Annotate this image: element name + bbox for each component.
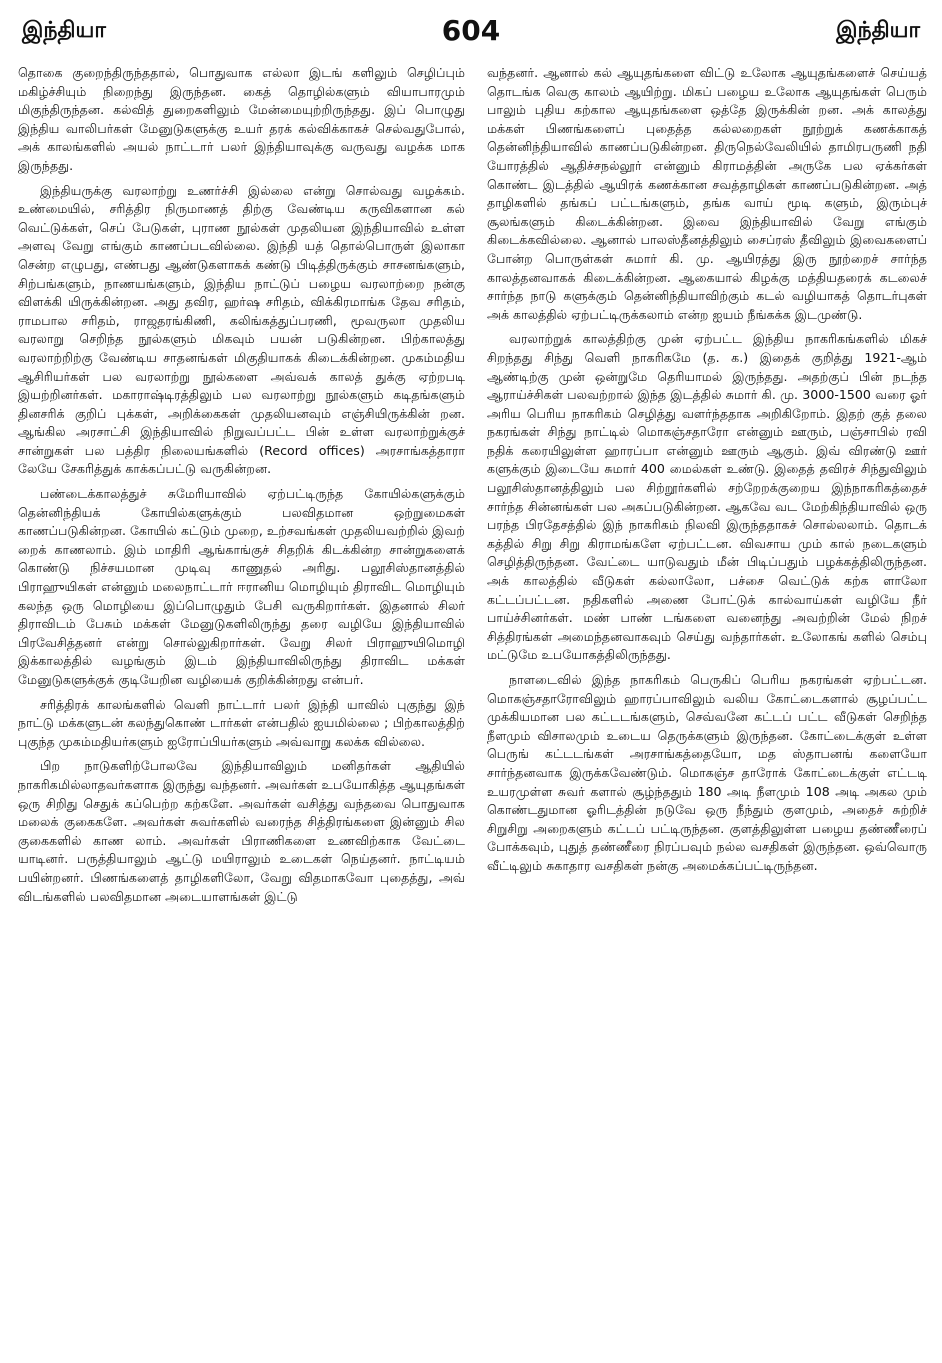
paragraph: பிற நாடுகளிற்போலவே இந்தியாவிலும் மனிதர்கள் ஆதியில் நாகரிகமில்லாதவர்களாக இருந்து வந்தனர். அவர்கள் உபயோகித்த ஆயுதங்கள் ஒரு சிறிது செதுக் கப்பெற்ற கற்களே. அவர்கள் வசித்து வந்தவை பொதுவாக மலைக் குகைகளே. அவர்கள் சுவர்களில் வரைந்த சித்திரங்களை இன்னும் சில குகைகளில் காண லாம். அவர்கள் பிராணிகளை உணவிற்காக வேட்டை யாடினர். பருத்தியாலும் ஆட்டு மயிராலும் உடைகள் நெய்தனர். நாட்டியம் பயின்றனர். பிணங்களைத் தாழிகளிலோ, வேறு விதமாகவோ புதைத்து, அவ் விடங்களில் பலவிதமான அடையாளங்கள் இட்டு — [18, 758, 465, 904]
paragraph: சரித்திரக் காலங்களில் வெளி நாட்டார் பலர் இந்தி யாவில் புகுந்து இந் நாட்டு மக்களுடன் கலந்துகொண் டார்கள் என்பதில் ஐயமில்லை ; பிற்காலத்திற் புகுந்த முகம்மதியர்களும் ஐரோப்பியர்களும் அவ்வாறு கலக்க வில்லை. — [18, 696, 465, 749]
right-column — [487, 64, 927, 1354]
page-header — [22, 14, 920, 50]
paragraph: தொகை குறைந்திருந்ததால், பொதுவாக எல்லா இடங் களிலும் செழிப்பும் மகிழ்ச்சியும் நிறைந்து இருந்தன. கைத் தொழில்களும் வியாபாரமும் மிகுந்திருந்தன. கல்வித் துறைகளிலும் மேன்மையுற்றிருந்தது. இப் பொழுது இந்திய வாலிபர்கள் மேனுடுகளுக்கு உயர் தரக் கல்விக்காகச் செல்வதுபோல், அக் காலங்களில் அயல் நாட்டார் பலர் இந்தியாவுக்கு வருவது வழக்க மாக இருந்தது. — [18, 65, 465, 173]
paragraph: வந்தனர். ஆனால் கல் ஆயுதங்களை விட்டு உலோக ஆயுதங்களைச் செய்யத் தொடங்க வெகு காலம் ஆயிற்று. மிகப் பழைய உலோக ஆயுதங்கள் பெரும் பாலும் புதிய கற்கால ஆயுதங்களை ஒத்தே இருக்கின் றன. அக் காலத்து மக்கள் பிணங்களைப் புதைத்த கல்லறைகள் நூற்றுக் கணக்காகத் தென்னிந்தியாவில் காணப்படுகின்றன. திருநெல்வேலியில் தாமிரபருணி நதி யோரத்தில் ஆதிச்சநல்லூர் என்னும் கிராமத்தின் அருகே பல ஏக்கர்கள் கொண்ட இடத்தில் ஆயிரக் கணக்கான சவத்தாழிகள் காணப்படுகின்றன. அத் தாழிகளில் தங்கப் பட்டங்களும், தங்க வாய் மூடி களும், இரும்புச் சூலங்களும் கிடைக்கின்றன. இவை இந்தியாவில் வேறு எங்கும் கிடைக்கவில்லை. ஆனால் பாலஸ்தீனத்திலும் சைப்ரஸ் தீவிலும் இவைகளைப் போன்ற பொருள்கள் சுமார் கி. மு. ஆயிரத்து இரு நூற்றைச் சார்ந்த காலத்தனவாகக் கிடைக்கின்றன. ஆகையால் கிழக்கு மத்தியதரைக் கடலைச் சார்ந்த நாடு களுக்கும் தென்னிந்தியாவிற்கும் கடல் வழியாகத் தொடர்புகள் அக் காலத்தில் ஏற்பட்டிருக்கலாம் என்ற ஐயம் நீங்கக்க இடமுண்டு. — [487, 65, 927, 322]
paragraph: வரலாற்றுக் காலத்திற்கு முன் ஏற்பட்ட இந்திய நாகரிகங்களில் மிகச் சிறந்தது சிந்து வெளி நாகரிகமே (த. க.) இதைக் குறித்து 1921-ஆம் ஆண்டிற்கு முன் ஒன்றுமே தெரியாமல் இருந்தது. அதற்குப் பின் நடந்த ஆராய்ச்சிகள் பலவற்றால் இந்த இடத்தில் சுமார் கி. மு. 3000-1500 வரை ஓர் அரிய பெரிய நாகரிகம் செழித்து வளர்ந்ததாக அறிகிறோம். இதற் குத் தலை நகரங்கள் சிந்து நாட்டில் மொகஞ்சதாரோ என்னும் ஊரும், பஞ்சாபில் ரவி நதிக் கரையிலுள்ள ஹாரப்பா என்னும் ஊரும் ஆகும். இவ் விரண்டு ஊர் களுக்கும் இடையே சுமார் 400 மைல்கள் உண்டு. இதைத் தவிரச் சிந்துவிலும் பலூசிஸ்தானத்திலும் பல சிற்றூர்களில் சற்றேறக்குறைய இந்நாகரிகத்தைச் சார்ந்த சின்னங்கள் பல அகப்படுகின்றன. ஆகவே வட மேற்கிந்தியாவில் ஒரு பரந்த பிரதேசத்தில் இந் நாகரிகம் நிலவி இருந்ததாகச் சொல்லலாம். தொடக் கத்தில் சிறு சிறு கிராமங்களே ஏற்பட்டன. விவசாய மும் கால் நடைகளும் செழித்திருந்தன. வேட்டை யாடுவதும் மீன் பிடிப்பதும் பழக்கத்திலிருந்தன. அக் காலத்தில் வீடுகள் கல்லாலோ, பச்சை வெட்டுக் கற்க ளாலோ கட்டப்பட்டன. நதிகளில் அணை போட்டுக் கால்வாய்கள் வழியே நீர் பாய்ச்சினர்கள். மண் பாண் டங்களை வனைந்து அவற்றின் மேல் நிறச் சித்திரங்கள் அமைந்தனவாகவும் செய்து வந்தார்கள். உலோகங் களில் செம்பு மட்டுமே உபயோகத்திலிருந்தது. — [487, 331, 927, 663]
header-left-title: இந்தியா — [22, 18, 106, 43]
paragraph: பண்டைக்காலத்துச் சுமேரியாவில் ஏற்பட்டிருந்த கோயில்களுக்கும் தென்னிந்தியக் கோயில்களுக்கும் பலவிதமான ஒற்றுமைகள் காணப்படுகின்றன. கோயில் கட்டும் முறை, உற்சவங்கள் முதலியவற்றில் இவற் றைக் காணலாம். இம் மாதிரி ஆங்காங்குச் சிதறிக் கிடக்கின்ற சான்றுகளைக் கொண்டு நிச்சயமான முடிவு காணுதல் அரிது. பலூசிஸ்தானத்தில் பிராஹுயிகள் என்னும் மலைநாட்டார் ஈரானிய மொழியும் திராவிட மொழியும் கலந்த ஒரு மொழியை இப்பொழுதும் பேசி வருகிறார்கள். இதனால் சிலர் திராவிடம் பேசும் மக்கள் மேனுடுகளிலிருந்து தரை வழியே இந்தியாவில் பிரவேசித்தனர் என்று சொல்லுகிறார்கள். வேறு சிலர் பிராஹுயிமொழி இக்காலத்தில் வழங்கும் இடம் இந்தியாவிலிருந்து திராவிட மக்கள் மேனுடுகளுக்குக் குடியேறின வழியைக் குறிக்கின்றது என்பர். — [18, 486, 465, 687]
paragraph: நாளடைவில் இந்த நாகரிகம் பெருகிப் பெரிய நகரங்கள் ஏற்பட்டன. மொகஞ்சதாரோவிலும் ஹாரப்பாவிலும் வலிய கோட்டைகளால் சூழப்பட்ட முக்கியமான பல கட்டடங்களும், செவ்வனே கட்டப் பட்ட வீடுகள் செறிந்த நீளமும் விசாலமும் உடைய தெருக்களும் இருந்தன. கோட்டைக்குள் உள்ள பெருங் கட்டடங்கள் அரசாங்கத்தையோ, மத ஸ்தாபனங் களையோ சார்ந்தனவாக இருக்கவேண்டும். மொகஞ்ச தாரோக் கோட்டைக்குள் எட்டடி உயரமுள்ள சுவர் களால் சூழ்ந்ததும் 180 அடி நீளமும் 108 அடி அகல மும் கொண்டதுமான ஓரிடத்தின் நடுவே ஒரு நீந்தும் குளமும், அதைச் சுற்றிச் சிறுசிறு அறைகளும் கட்டப் பட்டிருந்தன. குளத்திலுள்ள பழைய தண்ணீரைப் போக்கவும், புதுத் தண்ணீரை நிரப்பவும் நல்ல வசதிகள் இருந்தன. ஒவ்வொரு வீட்டிலும் சுகாதார வசதிகள் நன்கு அமைக்கப்பட்டிருந்தன. — [487, 672, 927, 873]
paragraph: இந்தியருக்கு வரலாற்று உணர்ச்சி இல்லை என்று சொல்வது வழக்கம். உண்மையில், சரித்திர நிருமாணத் திற்கு வேண்டிய கருவிகளான கல் வெட்டுக்கள், செப் பேடுகள், புராண நூல்கள் முதலியன இந்தியாவில் உள்ள அளவு வேறு எங்கும் காணப்படவில்லை. இந்தி யத் தொல்பொருள் இலாகா சென்ற எழுபது, எண்பது ஆண்டுகளாகக் கண்டு பிடித்திருக்கும் சாசனங்களும், சிற்பங்களும், நாணயங்களும், இந்திய நாட்டுப் பழைய வரலாற்றை நன்கு விளக்கி யிருக்கின்றன. அது தவிர, ஹர்ஷ சரிதம், விக்கிரமாங்க தேவ சரிதம், ராமபால சரிதம், ராஜதரங்கிணி, கலிங்கத்துப்பரணி, மூவருலா முதலிய வரலாறு செறிந்த நூல்களும் மிகவும் பயன் படுகின்றன. பிற்காலத்து வரலாற்றிற்கு வேண்டிய சாதனங்கள் மிகுதியாகக் கிடைக்கின்றன. முகம்மதிய ஆசிரியர்கள் பல வரலாற்று நூல்களை அவ்வக் காலத் துக்கு ஏற்றபடி இயற்றினர்கள். மகாராஷ்டிரத்திலும் பல வரலாற்று நூல்களும் கடிதங்களும் தினசரிக் குறிப் புக்கள், அறிக்கைகள் முதலியனவும் எஞ்சியிருக்கின் றன. ஆங்கில அரசாட்சி இந்தியாவில் நிறுவப்பட்ட பின் உள்ள வரலாற்றுக்குச் சான்றுகள் பல பத்திர நிலையங்களில் (Record offices) அரசாங்கத்தாரா லேயே சேகரித்துக் காக்கப்பட்டு வருகின்றன. — [18, 182, 465, 477]
header-right-title: இந்தியா — [836, 18, 920, 43]
left-column — [18, 64, 465, 1354]
page-number: 604 — [441, 14, 501, 47]
